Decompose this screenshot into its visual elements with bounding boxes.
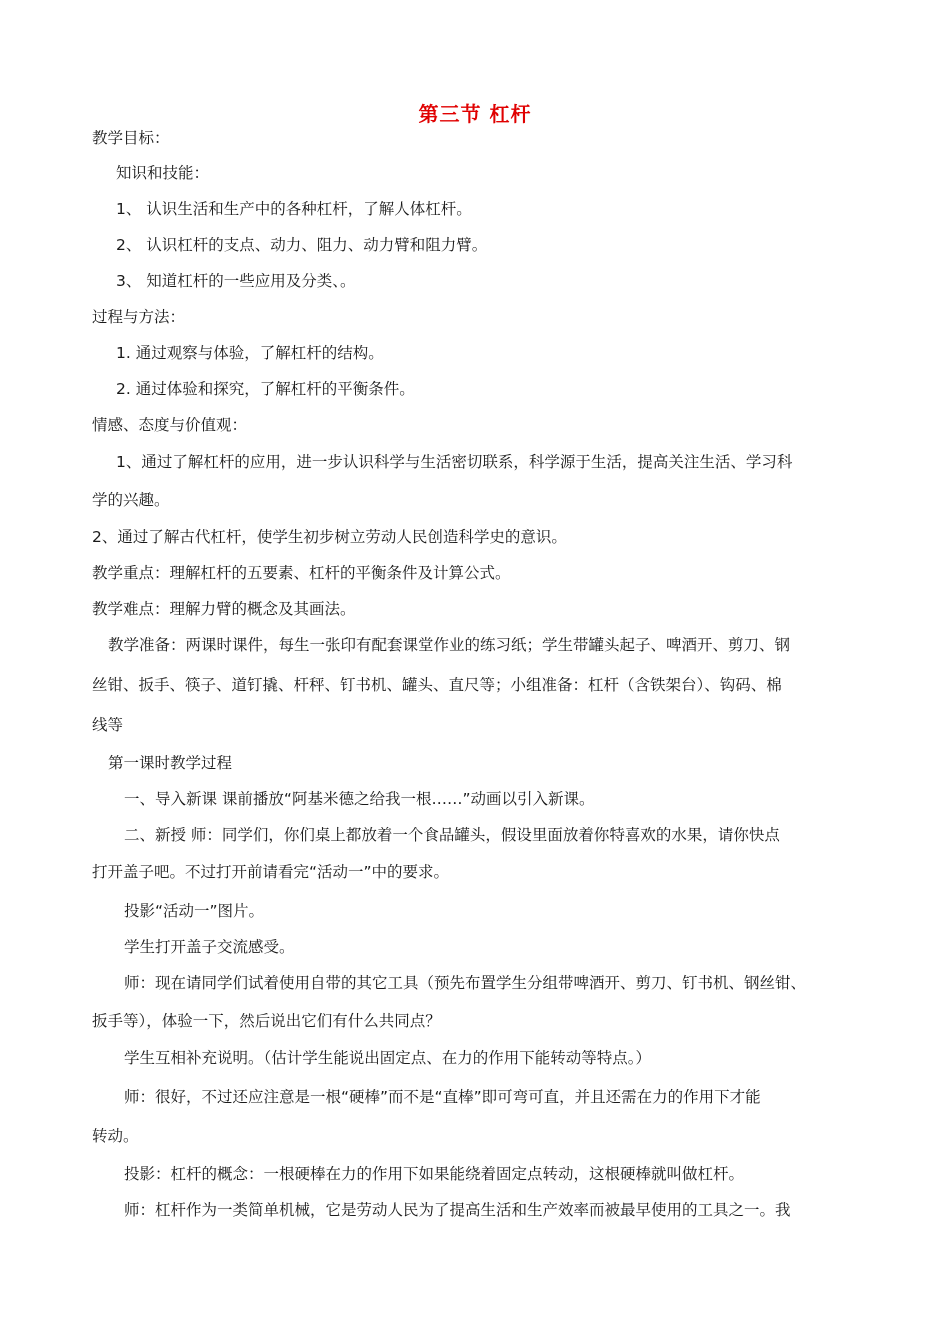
section-heading-objectives: 教学目标： bbox=[92, 129, 170, 147]
text-line: 投影：杠杆的概念：一根硬棒在力的作用下如果能绕着固定点转动，这根硬棒就叫做杠杆。 bbox=[124, 1165, 745, 1183]
section-heading-attitude-values: 情感、态度与价值观： bbox=[92, 416, 248, 434]
text-line: 3、 知道杠杆的一些应用及分类、。 bbox=[116, 272, 356, 290]
text-line: 打开盖子吧。不过打开前请看完“活动一”中的要求。 bbox=[92, 863, 450, 881]
text-line: 1、通过了解杠杆的应用，进一步认识科学与生活密切联系，科学源于生活，提高关注生活、学习科 bbox=[116, 453, 793, 471]
text-line: 2、 认识杠杆的支点、动力、阻力、动力臂和阻力臂。 bbox=[116, 236, 488, 254]
text-line: 扳手等），体验一下，然后说出它们有什么共同点？ bbox=[92, 1012, 441, 1030]
text-line: 转动。 bbox=[92, 1127, 139, 1145]
preparation-line: 教学准备：两课时课件，每生一张印有配套课堂作业的练习纸；学生带罐头起子、啤酒开、剪刀、钢 bbox=[108, 636, 791, 654]
lesson-heading: 第一课时教学过程 bbox=[108, 754, 233, 772]
text-line: 师：现在请同学们试着使用自带的其它工具（预先布置学生分组带啤酒开、剪刀、钉书机、钢丝钳、 bbox=[124, 974, 807, 992]
subheading-knowledge-skills: 知识和技能： bbox=[116, 164, 210, 182]
difficult-points-line: 教学难点：理解力臂的概念及其画法。 bbox=[92, 600, 356, 618]
section-heading-process-methods: 过程与方法： bbox=[92, 308, 186, 326]
text-line: 学的兴趣。 bbox=[92, 491, 170, 509]
text-line: 一、导入新课 课前播放“阿基米德之给我一根……”动画以引入新课。 bbox=[124, 790, 595, 808]
text-line: 二、新授 师：同学们，你们桌上都放着一个食品罐头，假设里面放着你特喜欢的水果，请你快点 bbox=[124, 826, 780, 844]
text-line: 投影“活动一”图片。 bbox=[124, 902, 265, 920]
text-line: 1、 认识生活和生产中的各种杠杆，了解人体杠杆。 bbox=[116, 200, 472, 218]
text-line: 学生互相补充说明。（估计学生能说出固定点、在力的作用下能转动等特点。） bbox=[124, 1049, 652, 1067]
text-line: 2、通过了解古代杠杆，使学生初步树立劳动人民创造科学史的意识。 bbox=[92, 528, 567, 546]
text-line: 学生打开盖子交流感受。 bbox=[124, 938, 295, 956]
text-line: 线等 bbox=[92, 716, 124, 734]
text-line: 1. 通过观察与体验，了解杠杆的结构。 bbox=[116, 344, 384, 362]
text-line: 师：杠杆作为一类简单机械，它是劳动人民为了提高生活和生产效率而被最早使用的工具之一。我 bbox=[124, 1201, 791, 1219]
text-line: 2. 通过体验和探究，了解杠杆的平衡条件。 bbox=[116, 380, 415, 398]
text-line: 师：很好，不过还应注意是一根“硬棒”而不是“直棒”即可弯可直，并且还需在力的作用下才能 bbox=[124, 1088, 761, 1106]
page-title: 第三节 杠杆 bbox=[418, 102, 532, 126]
key-points-line: 教学重点：理解杠杆的五要素、杠杆的平衡条件及计算公式。 bbox=[92, 564, 511, 582]
text-line: 丝钳、扳手、筷子、道钉撬、杆秤、钉书机、罐头、直尺等；小组准备：杠杆（含铁架台）、钩码、棉 bbox=[92, 676, 782, 694]
